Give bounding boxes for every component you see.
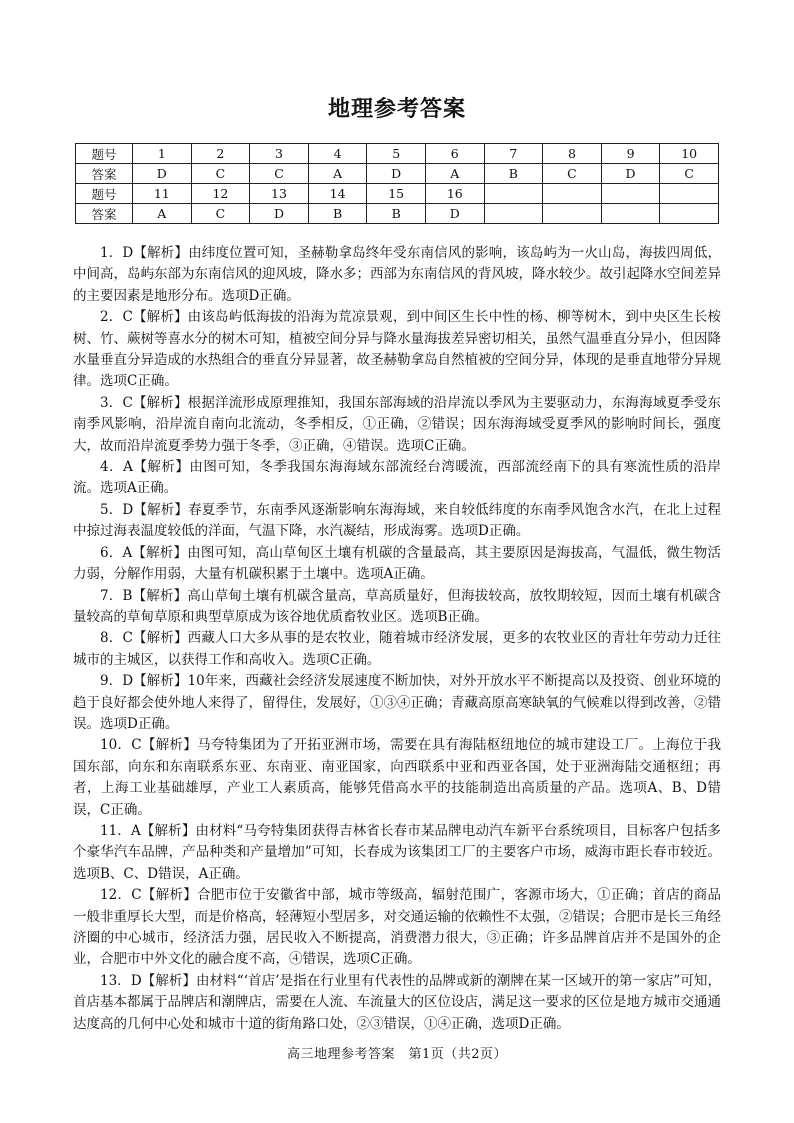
table-cell: 1 (133, 144, 192, 164)
table-cell: 7 (484, 144, 543, 164)
table-cell: C (191, 204, 250, 224)
table-cell: B (308, 204, 367, 224)
table-cell (601, 184, 660, 204)
table-cell: C (543, 164, 602, 184)
explanation-item: 7．B【解析】高山草甸土壤有机碳含量高，草高质量好，但海拔较高，放牧期较短，因而土壤有机碳含量较高的草甸草原和典型草原成为该谷地优质畜牧业区。选项B正确。 (73, 587, 721, 625)
explanation-item: 10．C【解析】马夸特集团为了开拓亚洲市场，需要在具有海陆枢纽地位的城市建设工厂。上海位于我国东部，向东和东南联系东亚、东南亚、南亚国家，向西联系中亚和西亚各国，处于亚洲海陆交通枢纽；再者，上海工业基础雄厚，产业工人素质高，能够凭借高水平的技能制造出高质量的产品。选项A、B、D错误，C正确。 (73, 737, 721, 818)
row-header-cell: 题号 (76, 184, 133, 204)
row-header-cell: 题号 (76, 144, 133, 164)
explanation-item: 1．D【解析】由纬度位置可知，圣赫勒拿岛终年受东南信风的影响，该岛屿为一火山岛，海拔四周低，中间高，岛屿东部为东南信风的迎风坡，降水多；西部为东南信风的背风坡，降水较少。故引起降水空间差异的主要因素是地形分布。选项D正确。 (73, 245, 721, 304)
table-cell: 4 (308, 144, 367, 164)
table-cell: 11 (133, 184, 192, 204)
explanation-item: 13．D【解析】由材料“‘首店’是指在行业里有代表性的品牌或新的潮牌在某一区域开的第一家店”可知，首店基本都属于品牌店和潮牌店，需要在人流、车流量大的区位设店，满足这一要求的区位是地方城市交通通达度高的几何中心处和城市十道的街角路口处，②③错误，①④正确，选项D正确。 (73, 972, 721, 1032)
table-cell (484, 204, 543, 224)
explanation-item: 4．A【解析】由图可知，冬季我国东海海域东部流经台湾暖流，西部流经南下的具有寒流性质的沿岸流。选项A正确。 (73, 459, 721, 497)
explanation-item: 3．C【解析】根据洋流形成原理推知，我国东部海域的沿岸流以季风为主要驱动力，东海海域夏季受东南季风影响，沿岸流自南向北流动，冬季相反，①正确，②错误；因东海海域受夏季风的影响时间长，强度大，故而沿岸流夏季势力强于冬季，③正确，④错误。选项C正确。 (73, 394, 721, 454)
table-row (76, 184, 719, 204)
table-cell: D (425, 204, 484, 224)
row-header-cell: 答案 (76, 164, 133, 184)
table-cell: 12 (191, 184, 250, 204)
table-cell: B (484, 164, 543, 184)
table-cell: A (308, 164, 367, 184)
page-footer: 高三地理参考答案 第1页（共2页） (286, 1047, 508, 1062)
table-cell: 15 (367, 184, 426, 204)
explanation-item: 6．A【解析】由图可知，高山草甸区土壤有机碳的含量最高，其主要原因是海拔高，气温低，微生物活力弱，分解作用弱，大量有机碳积累于土壤中。选项A正确。 (73, 544, 721, 583)
table-cell (543, 204, 602, 224)
explanation-item: 2．C【解析】由该岛屿低海拔的沿海为荒凉景观，到中间区生长中性的杨、柳等树木，到中央区生长桉树、竹、蕨树等喜水分的树木可知，植被空间分异与降水量海拔差异密切相关，虽然气温垂直分异小，但因降水量垂直分异造成的水热组合的垂直分异显著，故圣赫勒拿岛自然植被的空间分异，体现的是垂直地带分异规律。选项C正确。 (73, 309, 721, 390)
table-cell: D (367, 164, 426, 184)
table-cell: C (660, 164, 719, 184)
table-cell (601, 204, 660, 224)
table-cell (543, 184, 602, 204)
table-cell: 6 (425, 144, 484, 164)
table-row (76, 144, 719, 164)
table-cell: 9 (601, 144, 660, 164)
table-row (76, 204, 719, 224)
table-row (76, 164, 719, 184)
table-cell: B (367, 204, 426, 224)
table-cell: D (250, 204, 309, 224)
table-cell: 3 (250, 144, 309, 164)
explanation-item: 5．D【解析】春夏季节，东南季风逐渐影响东海海域，来自较低纬度的东南季风饱含水汽，在北上过程中掠过海表温度较低的洋面，气温下降，水汽凝结，形成海雾。选项D正确。 (73, 501, 721, 540)
explanation-item: 12．C【解析】合肥市位于安徽省中部，城市等级高，辐射范围广，客源市场大，①正确；首店的商品一般非重厚长大型，而是价格高，轻薄短小型居多，对交通运输的依赖性不太强，②错误；合肥市是长三角经济圈的中心城市，经济活力强，居民收入不断提高，消费潜力很大，③正确；许多品牌首店并不是国外的企业，合肥市中外文化的融合度不高，④错误，选项C正确。 (73, 887, 721, 968)
table-cell: A (133, 204, 192, 224)
table-cell: 8 (543, 144, 602, 164)
table-cell (484, 184, 543, 204)
table-cell (660, 184, 719, 204)
page-title: 地理参考答案 (327, 97, 466, 122)
explanation-item: 9．D【解析】10年来，西藏社会经济发展速度不断加快，对外开放水平不断提高以及投资、创业环境的趋于良好都会使外地人来得了，留得住，发展好，①③④正确；青藏高原高寒缺氧的气候难以得到改善，②错误。选项D正确。 (73, 673, 721, 732)
table-cell: 13 (250, 184, 309, 204)
table-cell: C (191, 164, 250, 184)
table-cell: 16 (425, 184, 484, 204)
explanation-item: 8．C【解析】西藏人口大多从事的是农牧业，随着城市经济发展，更多的农牧业区的青壮年劳动力迁往城市的主城区，以获得工作和高收入。选项C正确。 (73, 630, 721, 668)
table-cell: 2 (191, 144, 250, 164)
table-cell: D (601, 164, 660, 184)
table-cell: 14 (308, 184, 367, 204)
table-cell: 5 (367, 144, 426, 164)
table-cell: 10 (660, 144, 719, 164)
table-cell: C (250, 164, 309, 184)
explanation-item: 11．A【解析】由材料“马夸特集团获得吉林省长春市某品牌电动汽车新平台系统项目，目标客户包括多个豪华汽车品牌，产品种类和产量增加”可知，长春成为该集团工厂的主要客户市场，威海市距长春市较近。选项B、C、D错误，A正确。 (73, 822, 721, 882)
table-cell: A (425, 164, 484, 184)
table-cell: D (133, 164, 192, 184)
row-header-cell: 答案 (76, 204, 133, 224)
answer-table (75, 143, 719, 224)
table-cell (660, 204, 719, 224)
explanations (73, 243, 721, 1035)
